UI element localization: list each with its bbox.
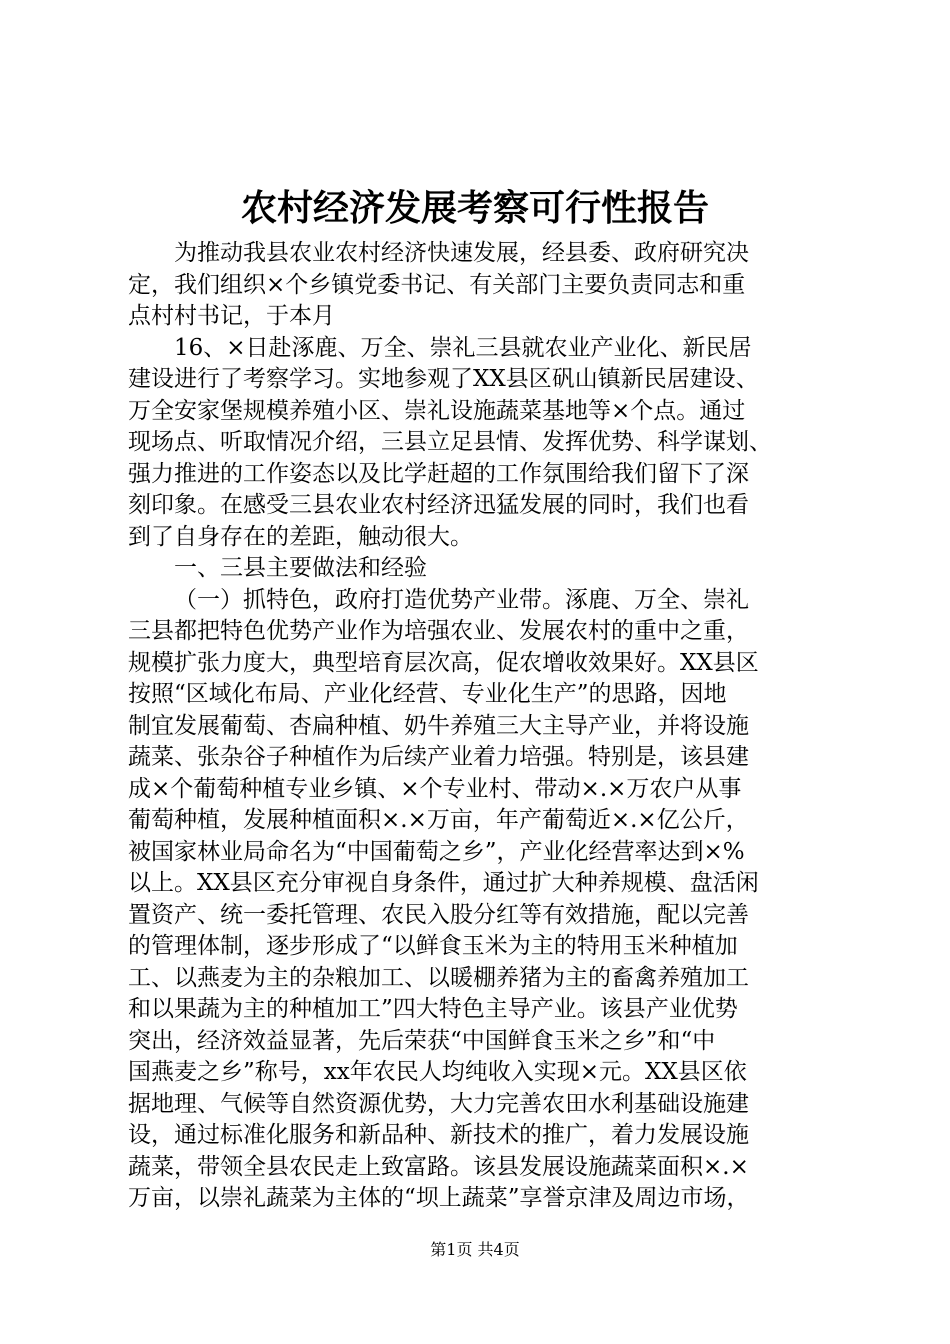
paragraph-3: （一）抓特色，政府打造优势产业带。涿鹿、万全、崇礼 三县都把特色优势产业作为培强农业、发展农村的重中之重， 规模扩张力度大，典型培育层次高，促农增收效果好。XX县区 按照“区域化布局、产业化经营、专业化生产”的思路，因地 制宜发展葡萄、杏扁种植、奶牛养殖三大主导产业，并将设施 蔬菜、张杂谷子种植作为后续产业着力培强。特别是，该县建 成×个葡萄种植专业乡镇、×个专业村、带动×.×万农户从事 葡萄种植，发展种植面积×.×万亩，年产葡萄近×.×亿公斤， 被国家林业局命名为“中国葡萄之乡”，产业化经营率达到×% 以上。XX县区充分审视自身条件，通过扩大种养规模、盘活闲 置资产、统一委托管理、农民入股分红等有效措施，配以完善 的管理体制，逐步形成了“以鲜食玉米为主的特用玉米种植加 工、以燕麦为主的杂粮加工、以暖棚养猪为主的畜禽养殖加工 和以果蔬为主的种植加工”四大特色主导产业。该县产业优势 突出，经济效益显著，先后荣获“中国鲜食玉米之乡”和“中 国燕麦之乡”称号，xx年农民人均纯收入实现×元。XX县区依 据地理、气候等自然资源优势，大力完善农田水利基础设施建 设，通过标准化服务和新品种、新技术的推广，着力发展设施 蔬菜，带领全县农民走上致富路。该县发展设施蔬菜面积×.× 万亩，以崇礼蔬菜为主体的“坝上蔬菜”享誉京津及周边市场， [128, 586, 759, 1211]
page-footer: 第1页 共4页 [430, 1240, 520, 1259]
document-title: 农村经济发展考察可行性报告 [240, 187, 709, 229]
section-heading: 一、三县主要做法和经验 [174, 555, 427, 581]
paragraph-2: 16、×日赴涿鹿、万全、崇礼三县就农业产业化、新民居 建设进行了考察学习。实地参观了XX县区矾山镇新民居建设、 万全安家堡规模养殖小区、崇礼设施蔬菜基地等×个点。通过 现场点、听取情况介绍，三县立足县情、发挥优势、科学谋划、 强力推进的工作姿态以及比学赶超的工作氛围给我们留下了深 刻印象。在感受三县农业农村经济迅猛发展的同时，我们也看 到了自身存在的差距，触动很大。 [128, 334, 772, 550]
paragraph-1: 为推动我县农业农村经济快速发展，经县委、政府研究决 定，我们组织×个乡镇党委书记、有关部门主要负责同志和重 点村村书记，于本月 [128, 240, 749, 329]
document-body [128, 238, 830, 1215]
